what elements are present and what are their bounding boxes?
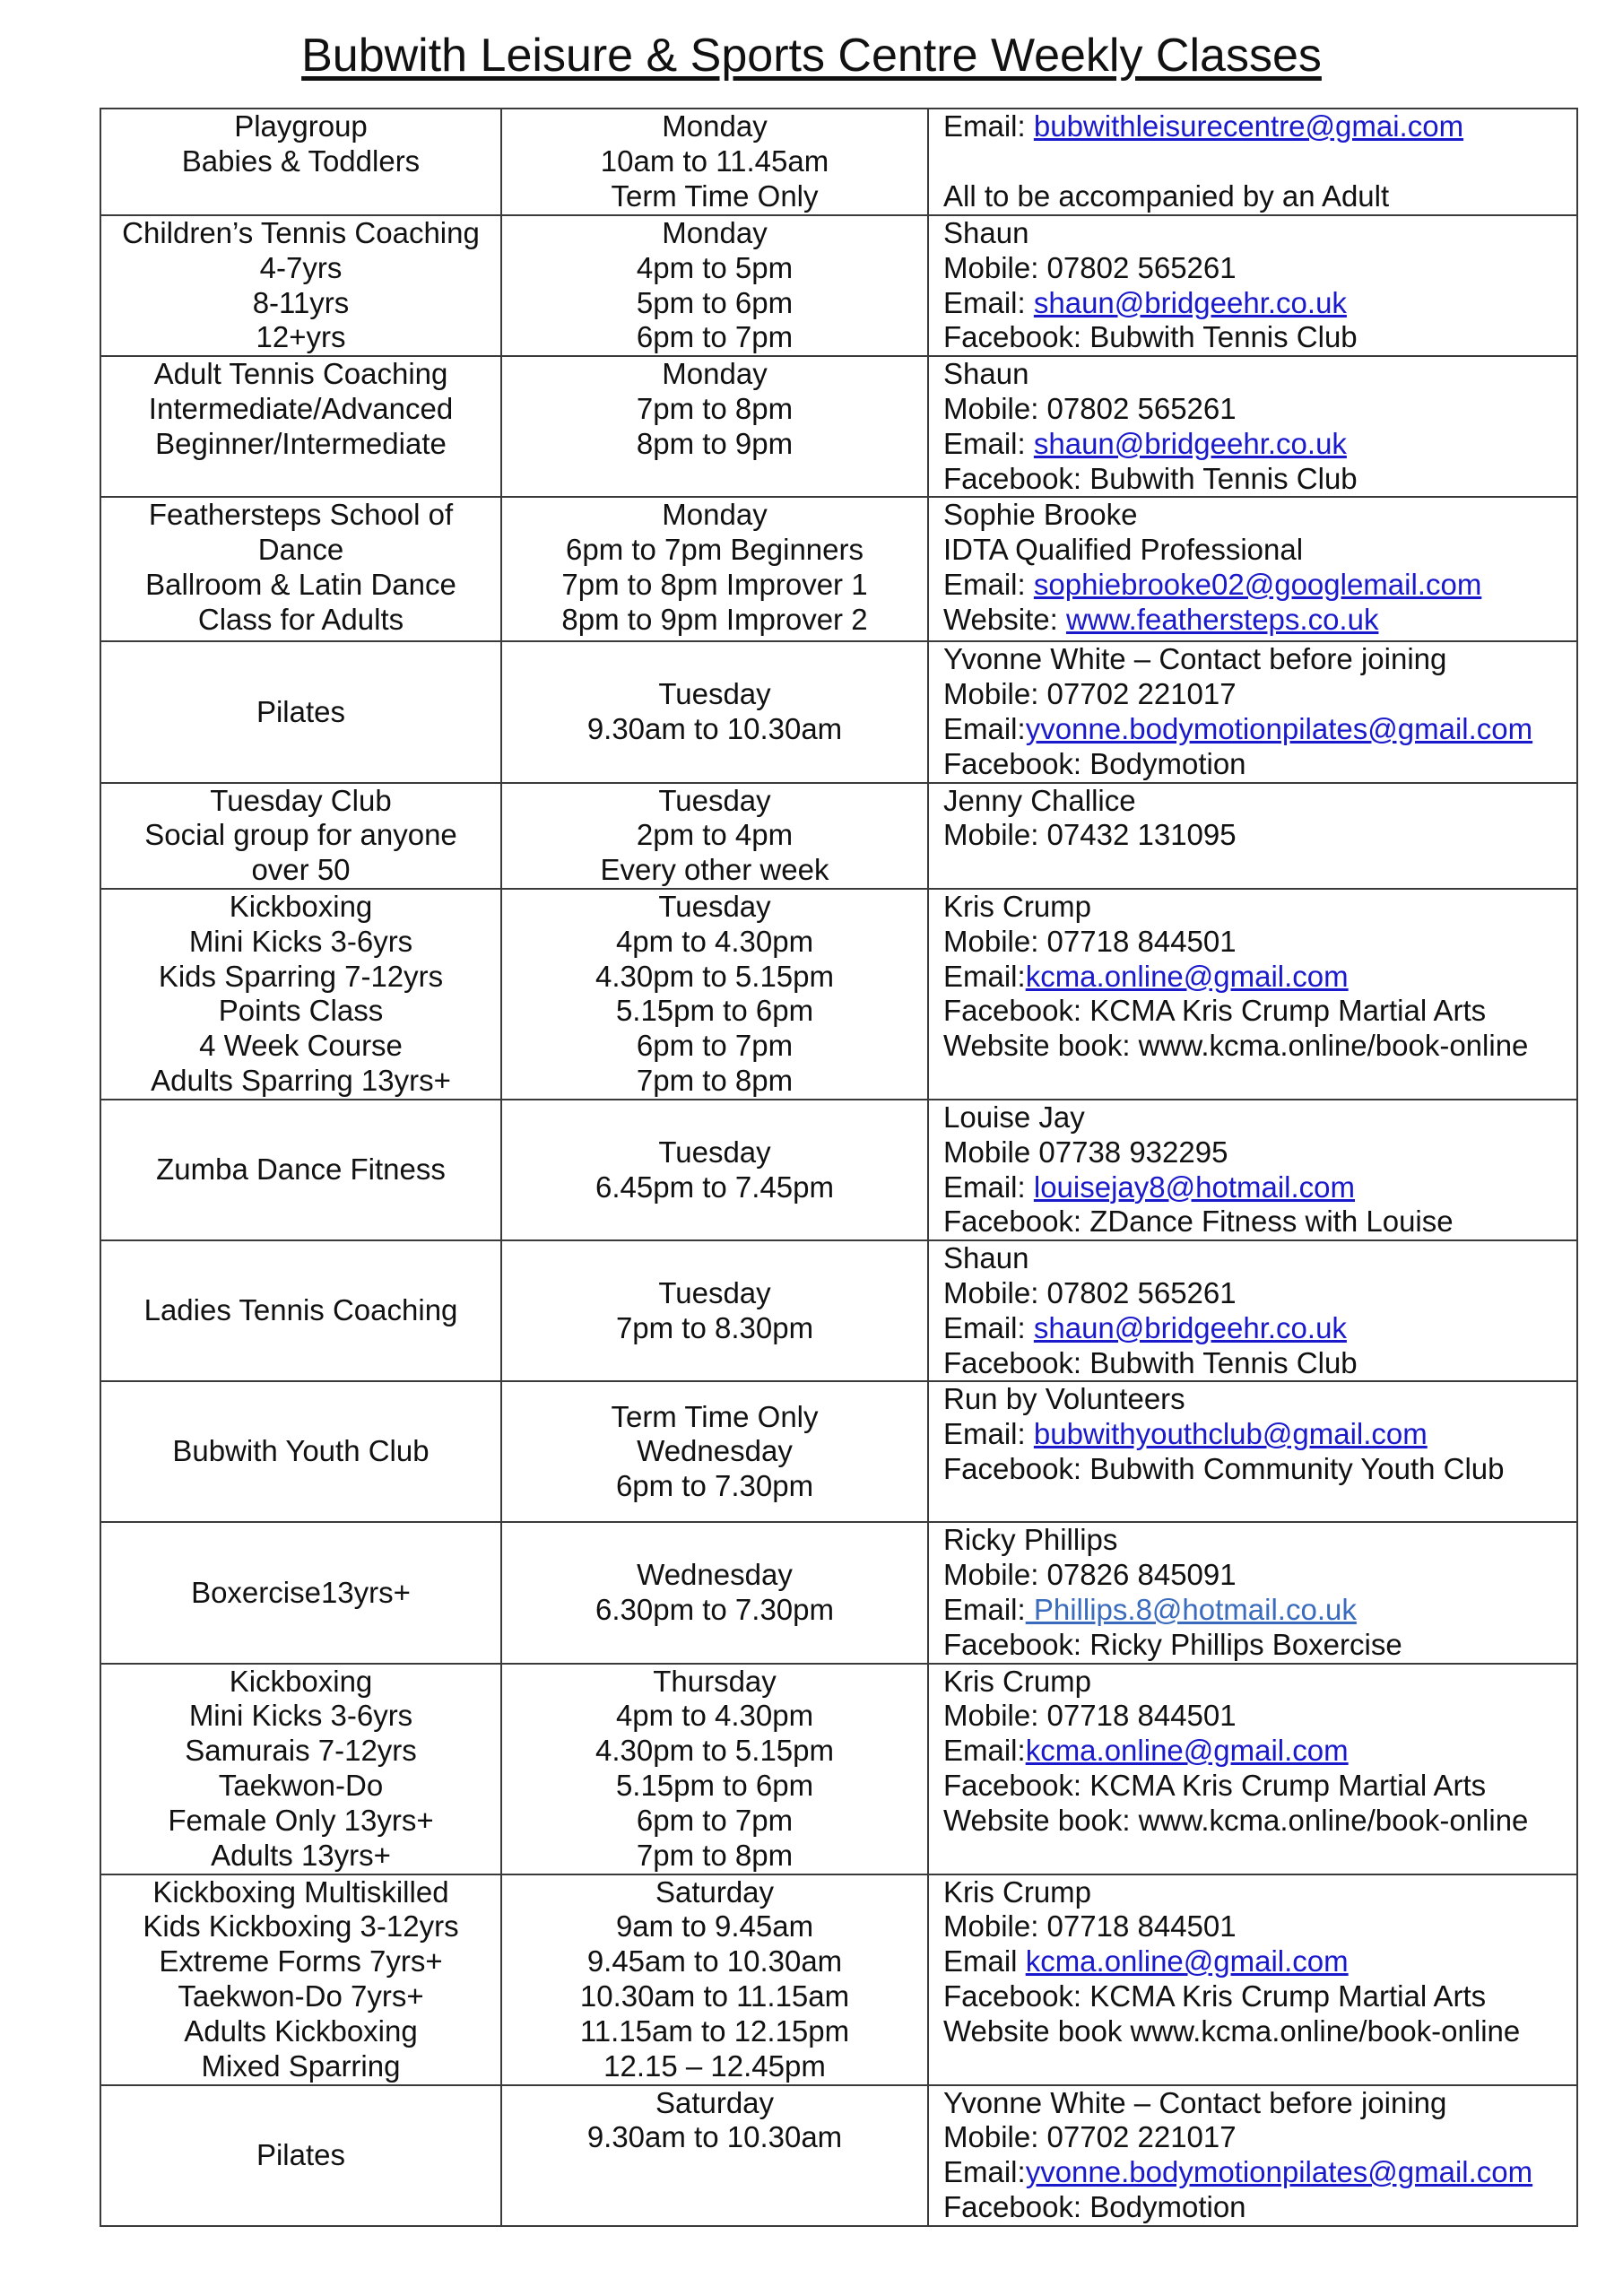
contact-line: IDTA Qualified Professional <box>943 533 1304 567</box>
contact-line <box>943 568 1576 603</box>
contact-line: Website book www.kcma.online/book-online <box>943 2013 1521 2048</box>
email-link[interactable]: bubwithyouthclub@gmail.com <box>1033 1417 1428 1451</box>
schedule-time-cell <box>501 1100 928 1240</box>
class-name-cell <box>100 215 501 356</box>
contact-line: Mobile: 07826 845091 <box>943 1558 1237 1592</box>
contact-cell <box>928 497 1577 641</box>
schedule-time-line: 6pm to 7.30pm <box>615 1469 814 1503</box>
class-row <box>100 497 1577 641</box>
class-name-cell <box>100 889 501 1100</box>
class-name-cell <box>100 1381 501 1522</box>
class-name-cell <box>100 1100 501 1240</box>
contact-cell <box>928 1240 1577 1381</box>
contact-line: Mobile: 07802 565261 <box>943 250 1237 284</box>
contact-line <box>943 603 1576 638</box>
schedule-time-line: Term Time Only <box>611 1399 819 1433</box>
class-row <box>100 641 1577 782</box>
contact-line: Website book: www.kcma.online/book-online <box>943 1803 1529 1837</box>
contact-label: Email: <box>943 959 1026 993</box>
class-name-line: Adults Sparring 13yrs+ <box>151 1063 451 1097</box>
class-name-line: Boxercise13yrs+ <box>191 1575 411 1609</box>
contact-cell <box>928 1381 1577 1522</box>
class-name-line: Tuesday Club <box>210 783 392 817</box>
class-name-line: Kids Sparring 7-12yrs <box>158 959 444 993</box>
class-name-line: Taekwon-Do <box>218 1768 384 1802</box>
class-name-cell <box>100 1664 501 1874</box>
schedule-time-line: 11.15am to 12.15pm <box>579 2013 850 2048</box>
schedule-time-line: 5.15pm to 6pm <box>615 994 814 1028</box>
class-name-cell <box>100 1874 501 2085</box>
contact-label: Email: <box>943 1734 1026 1768</box>
schedule-time-line: 7pm to 8pm Improver 1 <box>561 567 868 601</box>
schedule-time-line: Monday <box>662 498 768 532</box>
class-row <box>100 1874 1577 2085</box>
schedule-time-line: 6.45pm to 7.45pm <box>595 1170 834 1204</box>
class-name-line: Kickboxing <box>229 1664 373 1698</box>
schedule-time-line: 9.30am to 10.30am <box>586 2120 843 2154</box>
contact-label: Email: <box>943 1592 1026 1626</box>
class-name-line: Feathersteps School of <box>148 498 454 532</box>
contact-cell <box>928 783 1577 889</box>
schedule-time-line: Saturday <box>655 2085 775 2119</box>
contact-label: Email: <box>943 285 1034 319</box>
contact-line: Mobile 07738 932295 <box>943 1135 1228 1169</box>
schedule-time-cell <box>501 1874 928 2085</box>
schedule-time-line: Every other week <box>600 853 829 887</box>
contact-cell <box>928 1664 1577 1874</box>
schedule-time-cell <box>501 1240 928 1381</box>
class-name-line: Kickboxing <box>229 889 373 923</box>
email-link[interactable]: shaun@bridgeehr.co.uk <box>1033 426 1347 460</box>
schedule-time-cell <box>501 889 928 1100</box>
contact-label: Email: <box>943 1310 1034 1344</box>
schedule-time-line: 4.30pm to 5.15pm <box>595 1734 834 1768</box>
class-name-line: Adults Kickboxing <box>184 2013 418 2048</box>
class-row <box>100 1381 1577 1522</box>
class-name-cell <box>100 1240 501 1381</box>
class-name-line: Intermediate/Advanced <box>148 391 454 425</box>
contact-line: Kris Crump <box>943 1874 1092 1909</box>
contact-label: Website: <box>943 602 1066 636</box>
class-name-line: Mini Kicks 3-6yrs <box>188 924 413 958</box>
contact-cell <box>928 356 1577 497</box>
class-name-line: Pilates <box>256 2137 346 2171</box>
schedule-time-line: Monday <box>662 109 768 143</box>
schedule-time-line: 10.30am to 11.15am <box>579 1979 850 2013</box>
email-link[interactable]: sophiebrooke02@googlemail.com <box>1033 567 1482 601</box>
class-row <box>100 109 1577 215</box>
class-name-line: Adults 13yrs+ <box>211 1838 391 1872</box>
page-title: Bubwith Leisure & Sports Centre Weekly Classes <box>301 30 1322 82</box>
contact-line: Sophie Brooke <box>943 498 1138 532</box>
email-link[interactable]: kcma.online@gmail.com <box>1025 1734 1349 1768</box>
class-name-line: Pilates <box>256 694 346 728</box>
class-name-line: Class for Adults <box>197 602 404 636</box>
class-name-line: Kickboxing Multiskilled <box>152 1874 449 1909</box>
contact-line: Mobile: 07718 844501 <box>943 924 1237 958</box>
contact-cell <box>928 1522 1577 1663</box>
contact-label: Email: <box>943 567 1034 601</box>
schedule-time-line: 4pm to 5pm <box>636 250 794 284</box>
email-link[interactable]: yvonne.bodymotionpilates@gmail.com <box>1025 711 1533 745</box>
schedule-time-cell <box>501 215 928 356</box>
contact-cell <box>928 2085 1577 2226</box>
schedule-time-line: 9.45am to 10.30am <box>586 1944 843 1979</box>
contact-line: All to be accompanied by an Adult <box>943 178 1390 213</box>
class-name-line: Taekwon-Do 7yrs+ <box>178 1979 424 2013</box>
class-name-line: over 50 <box>251 853 351 887</box>
contact-cell <box>928 1874 1577 2085</box>
class-schedule-table <box>100 108 1578 2227</box>
contact-line <box>943 109 1576 144</box>
contact-line: Facebook: Ricky Phillips Boxercise <box>943 1627 1402 1661</box>
class-name-line: Mini Kicks 3-6yrs <box>188 1699 413 1733</box>
email-link[interactable]: kcma.online@gmail.com <box>1025 959 1349 993</box>
class-name-line: Bubwith Youth Club <box>172 1434 430 1468</box>
schedule-time-line: 7pm to 8pm <box>636 1063 794 1097</box>
contact-cell <box>928 641 1577 782</box>
schedule-time-line: 5pm to 6pm <box>636 285 794 319</box>
schedule-time-cell <box>501 109 928 215</box>
contact-label: Email: <box>943 2155 1026 2189</box>
class-row <box>100 1100 1577 1240</box>
class-name-line: Social group for anyone <box>144 818 457 852</box>
schedule-time-line: 6pm to 7pm <box>636 1803 794 1837</box>
class-row <box>100 2085 1577 2226</box>
schedule-time-cell <box>501 641 928 782</box>
schedule-time-line: 7pm to 8pm <box>636 391 794 425</box>
contact-line: Mobile: 07718 844501 <box>943 1909 1237 1944</box>
class-row <box>100 1240 1577 1381</box>
schedule-time-line: Saturday <box>655 1874 775 1909</box>
contact-line <box>943 427 1576 462</box>
class-name-line: Dance <box>257 533 344 567</box>
email-link[interactable]: shaun@bridgeehr.co.uk <box>1033 285 1347 319</box>
class-name-line: Babies & Toddlers <box>181 144 421 178</box>
contact-line: Mobile: 07718 844501 <box>943 1699 1237 1733</box>
schedule-time-line: 4pm to 4.30pm <box>615 1699 814 1733</box>
contact-line: Run by Volunteers <box>943 1382 1185 1416</box>
schedule-time-cell <box>501 1381 928 1522</box>
schedule-time-line: 5.15pm to 6pm <box>615 1768 814 1802</box>
schedule-time-line: Term Time Only <box>611 178 819 213</box>
schedule-time-cell <box>501 1522 928 1663</box>
contact-line: Facebook: Bubwith Tennis Club <box>943 461 1358 495</box>
contact-line: Facebook: Bubwith Tennis Club <box>943 1345 1358 1379</box>
schedule-time-line: 4pm to 4.30pm <box>615 924 814 958</box>
schedule-time-line: 6pm to 7pm <box>636 320 794 354</box>
class-name-cell <box>100 497 501 641</box>
contact-line: Mobile: 07702 221017 <box>943 2120 1237 2154</box>
class-name-line: 12+yrs <box>256 320 346 354</box>
schedule-time-line: Tuesday <box>658 1135 771 1169</box>
schedule-time-cell <box>501 356 928 497</box>
schedule-time-line: 10am to 11.45am <box>600 144 829 178</box>
class-name-cell <box>100 783 501 889</box>
class-name-line: Female Only 13yrs+ <box>168 1803 434 1837</box>
schedule-time-line: 2pm to 4pm <box>636 818 794 852</box>
contact-line: Facebook: Bubwith Community Youth Club <box>943 1451 1505 1485</box>
class-name-line: Kids Kickboxing 3-12yrs <box>143 1909 459 1944</box>
contact-line: Jenny Challice <box>943 783 1136 817</box>
contact-line: Louise Jay <box>943 1100 1085 1134</box>
contact-line <box>943 1170 1576 1205</box>
contact-line: Kris Crump <box>943 1664 1092 1698</box>
contact-label: Email: <box>943 1170 1034 1204</box>
class-row <box>100 889 1577 1100</box>
class-name-line: Mixed Sparring <box>201 2048 401 2083</box>
contact-label: Email: <box>943 426 1034 460</box>
class-row <box>100 215 1577 356</box>
email-link[interactable]: yvonne.bodymotionpilates@gmail.com <box>1025 2155 1533 2189</box>
schedule-time-line: 6pm to 7pm <box>636 1029 794 1063</box>
contact-line: Mobile: 07802 565261 <box>943 391 1237 425</box>
schedule-time-line: Tuesday <box>658 1275 771 1309</box>
contact-line: Mobile: 07432 131095 <box>943 818 1237 852</box>
class-name-line: 4 Week Course <box>199 1029 403 1063</box>
contact-cell <box>928 215 1577 356</box>
schedule-time-line: Wednesday <box>637 1434 793 1468</box>
contact-label: Email <box>943 1944 1026 1979</box>
class-name-line: Zumba Dance Fitness <box>156 1152 446 1187</box>
schedule-time-line: Monday <box>662 357 768 391</box>
contact-line <box>943 2155 1576 2190</box>
contact-line: Mobile: 07802 565261 <box>943 1275 1237 1309</box>
schedule-time-line: Tuesday <box>658 677 771 711</box>
class-name-line: Playgroup <box>234 109 368 143</box>
contact-line: Yvonne White – Contact before joining <box>943 642 1447 676</box>
schedule-time-line: 8pm to 9pm <box>636 426 794 460</box>
schedule-time-line: Tuesday <box>658 783 771 817</box>
contact-line <box>943 1311 1576 1346</box>
contact-line: Shaun <box>943 1241 1029 1275</box>
contact-line: Shaun <box>943 357 1029 391</box>
schedule-time-line: Wednesday <box>637 1558 793 1592</box>
contact-line: Website book: www.kcma.online/book-online <box>943 1029 1529 1063</box>
email-link[interactable]: kcma.online@gmail.com <box>1025 1944 1349 1979</box>
schedule-time-line: 7pm to 8pm <box>636 1838 794 1872</box>
class-name-line: Ballroom & Latin Dance <box>145 567 456 601</box>
email-link[interactable]: louisejay8@hotmail.com <box>1033 1170 1356 1204</box>
contact-line <box>943 144 1576 179</box>
contact-label: Email: <box>943 711 1026 745</box>
class-name-cell <box>100 356 501 497</box>
contact-line <box>943 1593 1576 1628</box>
contact-line: Facebook: KCMA Kris Crump Martial Arts <box>943 994 1487 1028</box>
class-name-line: Children’s Tennis Coaching <box>122 216 480 249</box>
website-link[interactable]: www.feathersteps.co.uk <box>1065 602 1379 636</box>
class-name-cell <box>100 109 501 215</box>
class-name-line: Samurais 7-12yrs <box>185 1734 417 1768</box>
contact-line: Facebook: Bodymotion <box>943 2189 1246 2223</box>
contact-line <box>943 1944 1576 1979</box>
schedule-time-line: 12.15 – 12.45pm <box>603 2048 826 2083</box>
contact-line: Facebook: Bodymotion <box>943 746 1246 780</box>
email-link[interactable]: Phillips.8@hotmail.co.uk <box>1025 1592 1357 1626</box>
schedule-time-line: 9.30am to 10.30am <box>586 711 843 745</box>
schedule-time-cell <box>501 2085 928 2226</box>
class-name-cell <box>100 1522 501 1663</box>
contact-line <box>943 1417 1576 1452</box>
schedule-time-line: Thursday <box>653 1664 777 1698</box>
schedule-time-line: 8pm to 9pm Improver 2 <box>561 602 868 636</box>
contact-line <box>943 286 1576 321</box>
contact-cell <box>928 889 1577 1100</box>
contact-cell <box>928 109 1577 215</box>
schedule-time-cell <box>501 497 928 641</box>
contact-cell <box>928 1100 1577 1240</box>
schedule-time-line: Tuesday <box>658 889 771 923</box>
schedule-time-line: 6.30pm to 7.30pm <box>595 1592 834 1626</box>
class-row <box>100 783 1577 889</box>
contact-label: Email: <box>943 109 1034 143</box>
contact-line <box>943 1734 1576 1769</box>
contact-line <box>943 960 1576 995</box>
class-name-line: Points Class <box>218 994 384 1028</box>
class-row <box>100 1522 1577 1663</box>
class-name-cell <box>100 2085 501 2226</box>
class-name-line: Adult Tennis Coaching <box>153 357 448 391</box>
contact-line: Facebook: Bubwith Tennis Club <box>943 320 1358 354</box>
contact-line: Facebook: KCMA Kris Crump Martial Arts <box>943 1979 1487 2013</box>
class-name-line: Beginner/Intermediate <box>155 426 447 460</box>
class-row <box>100 356 1577 497</box>
class-name-line: 4-7yrs <box>259 250 343 284</box>
contact-line: Yvonne White – Contact before joining <box>943 2085 1447 2119</box>
schedule-time-cell <box>501 783 928 889</box>
email-link[interactable]: bubwithleisurecentre@gmai.com <box>1033 109 1464 143</box>
schedule-time-line: 6pm to 7pm Beginners <box>565 533 864 567</box>
contact-line: Shaun <box>943 216 1029 249</box>
schedule-time-cell <box>501 1664 928 1874</box>
contact-line: Facebook: ZDance Fitness with Louise <box>943 1205 1454 1239</box>
schedule-time-line: 7pm to 8.30pm <box>615 1310 814 1344</box>
contact-line: Ricky Phillips <box>943 1523 1118 1557</box>
class-name-line: Ladies Tennis Coaching <box>143 1293 458 1327</box>
email-link[interactable]: shaun@bridgeehr.co.uk <box>1033 1310 1347 1344</box>
contact-line <box>943 712 1576 747</box>
schedule-time-line: 9am to 9.45am <box>615 1909 814 1944</box>
class-name-line: 8-11yrs <box>252 285 350 319</box>
class-name-cell <box>100 641 501 782</box>
schedule-time-line: 4.30pm to 5.15pm <box>595 959 834 993</box>
contact-label: Email: <box>943 1417 1034 1451</box>
contact-line: Mobile: 07702 221017 <box>943 677 1237 711</box>
contact-line: Facebook: KCMA Kris Crump Martial Arts <box>943 1768 1487 1802</box>
schedule-time-line: Monday <box>662 216 768 249</box>
contact-line: Kris Crump <box>943 889 1092 923</box>
class-name-line: Extreme Forms 7yrs+ <box>159 1944 443 1979</box>
class-row <box>100 1664 1577 1874</box>
